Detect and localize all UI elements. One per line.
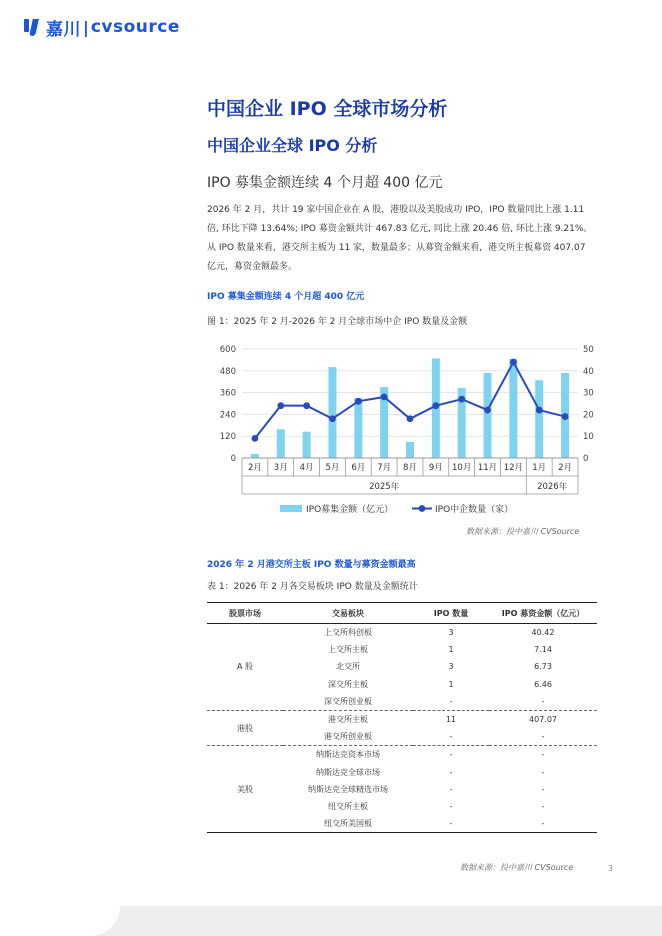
y-tick-right: 20: [583, 410, 594, 421]
board-cell: 纳斯达克全球市场: [316, 767, 380, 777]
y-tick-left: 600: [219, 345, 236, 355]
bar: [328, 367, 336, 458]
table-row: [207, 746, 597, 764]
x-tick-label: 2月: [247, 463, 262, 473]
x-tick-label: 2月: [558, 463, 573, 473]
board-cell: 纳斯达克资本市场: [316, 750, 380, 760]
year-label: 2026年: [537, 482, 568, 492]
table-row: [207, 624, 597, 642]
section-heading: 中国企业全球 IPO 分析: [207, 136, 378, 155]
logo-brand-cn: 嘉川: [46, 19, 81, 40]
amount-cell: -: [489, 693, 597, 711]
board-cell: 深交所主板: [328, 679, 368, 689]
count-cell: 11: [445, 715, 457, 725]
summary-paragraph: [207, 201, 617, 277]
logo-brand-en: cvsource: [90, 17, 180, 37]
amount-cell: 7.14: [534, 645, 552, 655]
count-cell: 3: [448, 662, 454, 672]
x-tick-label: 11月: [477, 463, 498, 473]
x-tick-label: 10月: [452, 463, 472, 473]
table-row: [207, 710, 597, 728]
bar: [406, 442, 414, 458]
count-point: [562, 413, 569, 420]
y-tick-right: 30: [583, 388, 594, 399]
x-tick-label: 6月: [351, 463, 366, 473]
y-tick-left: 480: [219, 366, 236, 377]
count-point: [252, 435, 259, 442]
y-tick-left: 120: [219, 432, 236, 443]
count-point: [458, 396, 465, 403]
table-header-row: [207, 603, 597, 624]
count-point: [407, 415, 414, 422]
paragraph-line: 从 IPO 数量来看，港交所主板为 11 家，数量最多；从募资金额来看，港交所主板募资 407.07: [207, 243, 586, 253]
table-source: 数据来源：投中嘉川 CVSource: [460, 863, 574, 872]
amount-cell: -: [541, 801, 545, 811]
count-line: [255, 362, 565, 438]
legend-line-marker: [419, 505, 426, 512]
count-cell: -: [449, 784, 453, 794]
header-count: IPO 数量: [413, 603, 489, 624]
figure-caption: 图 1：2025 年 2 月-2026 年 2 月全球市场中企 IPO 数量及金额: [207, 317, 468, 327]
count-point: [381, 394, 388, 401]
y-tick-right: 10: [583, 432, 594, 443]
count-cell: 1: [448, 679, 454, 689]
bar: [303, 432, 311, 458]
market-cell: A 股: [207, 624, 283, 711]
paragraph-line: 亿元，募资金额最多。: [207, 262, 298, 272]
bar: [354, 398, 362, 458]
amount-cell: -: [489, 815, 597, 833]
x-tick-label: 8月: [403, 463, 417, 473]
logo: 嘉川 | cvsource: [22, 14, 180, 40]
amount-cell: 407.07: [529, 715, 557, 725]
legend-bar-swatch: [280, 505, 302, 512]
amount-cell: -: [541, 750, 545, 760]
count-cell: -: [413, 693, 489, 711]
legend-bar-label: IPO募集金额（亿元）: [306, 505, 394, 515]
market-cell: 港股: [207, 710, 283, 745]
y-tick-right: 0: [583, 454, 589, 464]
bar: [509, 359, 517, 458]
header-amount: IPO 募资金额（亿元）: [489, 603, 597, 624]
x-tick-label: 1月: [532, 463, 547, 473]
board-cell: 纽交所主板: [328, 801, 368, 811]
board-cell: 港交所主板: [328, 715, 368, 725]
page-number: 3: [607, 864, 613, 873]
subsection-heading: IPO 募集金额连续 4 个月超 400 亿元: [207, 175, 443, 191]
table-caption: 表 1：2026 年 2 月各交易板块 IPO 数量及金额统计: [207, 582, 418, 592]
count-cell: 1: [448, 645, 454, 655]
board-cell: 北交所: [336, 662, 360, 672]
amount-cell: -: [541, 784, 545, 794]
amount-cell: -: [541, 767, 545, 777]
table-section-title: 2026 年 2 月港交所主板 IPO 数量与募资金额最高: [207, 560, 416, 570]
count-point: [355, 398, 362, 405]
footer-curve: [0, 906, 120, 936]
count-cell: -: [449, 801, 453, 811]
count-cell: -: [449, 767, 453, 777]
logo-mark-icon: [22, 17, 42, 37]
x-tick-label: 5月: [325, 463, 340, 473]
amount-cell: -: [489, 728, 597, 746]
count-point: [484, 407, 491, 414]
y-tick-left: 360: [219, 388, 236, 399]
header-market: 股票市场: [207, 603, 283, 624]
ipo-chart: [200, 338, 620, 528]
legend-line-label: IPO中企数量（家）: [435, 505, 514, 515]
bar: [277, 429, 285, 458]
y-tick-left: 0: [230, 454, 236, 464]
amount-cell: 6.73: [534, 662, 552, 672]
y-tick-right: 40: [583, 366, 594, 377]
x-tick-label: 7月: [377, 463, 392, 473]
board-cell: 港交所创业板: [283, 728, 413, 746]
bar: [484, 373, 492, 458]
count-point: [510, 359, 517, 366]
board-cell: 纳斯达克全球精选市场: [308, 784, 388, 794]
count-cell: -: [413, 728, 489, 746]
count-cell: -: [413, 815, 489, 833]
bar: [251, 454, 259, 458]
board-cell: 纽交所美国板: [283, 815, 413, 833]
paragraph-line: 倍, 环比下降 13.64%; IPO 募资金额共计 467.83 亿元, 同比上涨 20.46 倍, 环比上涨 9.21%。: [207, 224, 593, 234]
count-point: [329, 415, 336, 422]
count-point: [277, 402, 284, 409]
header-board: 交易板块: [283, 603, 413, 624]
board-cell: 上交所科创板: [324, 628, 372, 638]
amount-cell: 6.46: [534, 679, 552, 689]
chart-section-title: IPO 募集金额连续 4 个月超 400 亿元: [207, 292, 365, 302]
count-cell: 3: [448, 628, 454, 638]
year-label: 2025年: [369, 482, 400, 492]
amount-cell: 40.42: [531, 628, 555, 638]
count-point: [536, 407, 543, 414]
x-tick-label: 3月: [273, 463, 288, 473]
chart-source: 数据来源：投中嘉川 CVSource: [466, 527, 580, 536]
ipo-table: [207, 602, 597, 833]
y-tick-right: 50: [583, 345, 594, 355]
market-cell: 美股: [207, 746, 283, 833]
count-point: [303, 402, 310, 409]
board-cell: 深交所创业板: [283, 693, 413, 711]
x-tick-label: 12月: [503, 463, 524, 473]
y-tick-left: 240: [219, 410, 236, 421]
paragraph-line: 2026 年 2 月，共计 19 家中国企业在 A 股，港股以及美股成功 IPO，IPO 数量同比上涨 1.11: [207, 205, 585, 215]
page-title: 中国企业 IPO 全球市场分析: [207, 98, 448, 120]
board-cell: 上交所主板: [328, 645, 368, 655]
bar: [535, 380, 543, 458]
count-point: [432, 402, 439, 409]
count-cell: -: [449, 750, 453, 760]
x-tick-label: 9月: [428, 463, 443, 473]
x-tick-label: 4月: [299, 463, 314, 473]
